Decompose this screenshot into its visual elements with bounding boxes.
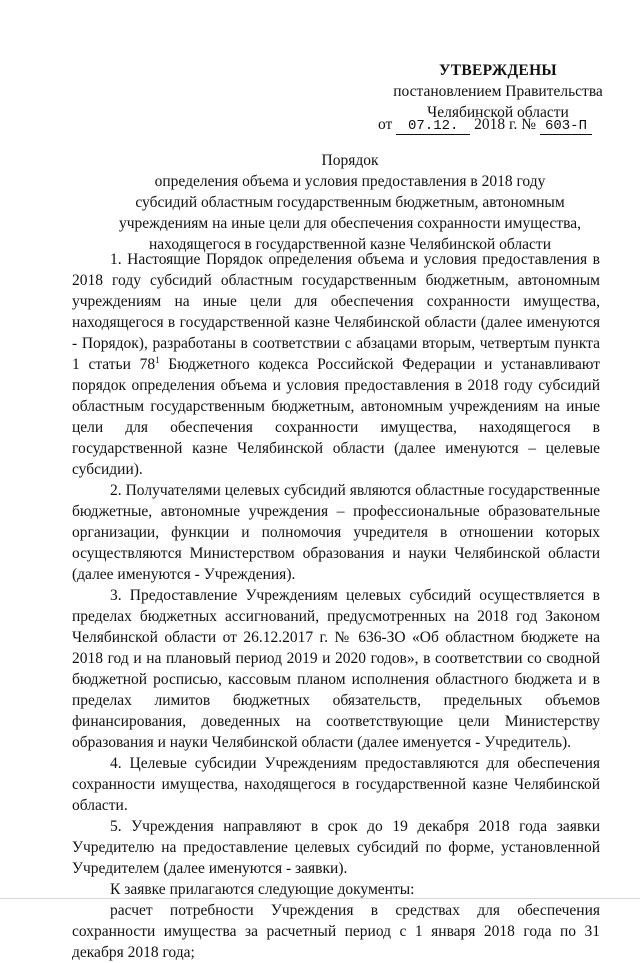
paragraph-1 <box>72 249 600 480</box>
document-title-line: учреждениям на иные цели для обеспечения сохранности имущества, <box>119 215 581 232</box>
paragraph-1-text-b: Бюджетного кодекса Российской Федерации и устанавливают порядок определения объема и условия предоставления в 2018 году субсидий областным государственным бюджетным, автономным учреждениям на иные цели для обеспечения сохранности имущества, находящегося в государственной казне Челябинской области (далее именуются – целевые субсидии). <box>72 356 600 478</box>
document-body <box>72 249 600 963</box>
approval-year-label: 2018 г. № <box>474 116 537 133</box>
document-title-line: находящегося в государственной казне Челябинской области <box>149 236 551 253</box>
approval-from-label: от <box>378 116 393 133</box>
document-title <box>80 150 620 255</box>
approval-date-number <box>378 114 618 135</box>
paragraph-4: 4. Целевые субсидии Учреждениям предоставляются для обеспечения сохранности имущества, находящегося в государственной казне Челябинской области. <box>72 755 600 814</box>
paragraph-6: К заявке прилагаются следующие документы: <box>110 881 415 898</box>
page-edge-divider <box>0 898 640 899</box>
approval-line-2: Челябинской области <box>427 104 569 121</box>
paragraph-7: расчет потребности Учреждения в средствах для обеспечения сохранности имущества за расчетный период с 1 января 2018 года по 31 декабря 2018 года; <box>72 902 600 961</box>
paragraph-2: 2. Получателями целевых субсидий являются областные государственные бюджетные, автономные учреждения – профессиональные образовательные организации, функции и полномочия учредителя в отношении которых осуществляются Министерством образования и науки Челябинской области (далее именуются - Учреждения). <box>72 482 600 583</box>
approval-title: УТВЕРЖДЕНЫ <box>439 62 557 79</box>
document-title-line: субсидий областным государственным бюджетным, автономным <box>135 194 565 211</box>
article-superscript: 1 <box>155 354 160 365</box>
approval-line-1: постановлением Правительства <box>393 83 603 100</box>
paragraph-5: 5. Учреждения направляют в срок до 19 декабря 2018 года заявки Учредителю на предоставление целевых субсидий по форме, установленной Учредителем (далее именуются - заявки). <box>72 818 600 877</box>
approval-number: 603-П <box>544 118 587 134</box>
approval-date: 07.12. <box>407 118 459 134</box>
paragraph-1-text-a: 1. Настоящие Порядок определения объема и условия предоставления в 2018 году субсидий областным государственным бюджетным, автономным учреждениям на иные цели для обеспечения сохранности имущества, находящегося в государственной казне Челябинской области (далее именуются - Порядок), разработаны в соответствии с абзацами вторым, четвертым пункта 1 статьи 78 <box>72 251 600 373</box>
paragraph-3: 3. Предоставление Учреждениям целевых субсидий осуществляется в пределах бюджетных ассигнований, предусмотренных на 2018 год Законом Челябинской области от 26.12.2017 г. № 636-ЗО «Об областном бюджете на 2018 год и на плановый период 2019 и 2020 годов», в соответствии со сводной бюджетной росписью, кассовым планом исполнения областного бюджета и в пределах лимитов бюджетных обязательств, предельных объемов финансирования, доведенных на соответствующие цели Министерству образования и науки Челябинской области (далее именуется - Учредитель). <box>72 587 600 751</box>
document-title-line: определения объема и условия предоставления в 2018 году <box>154 173 546 190</box>
document-heading: Порядок <box>321 152 379 169</box>
